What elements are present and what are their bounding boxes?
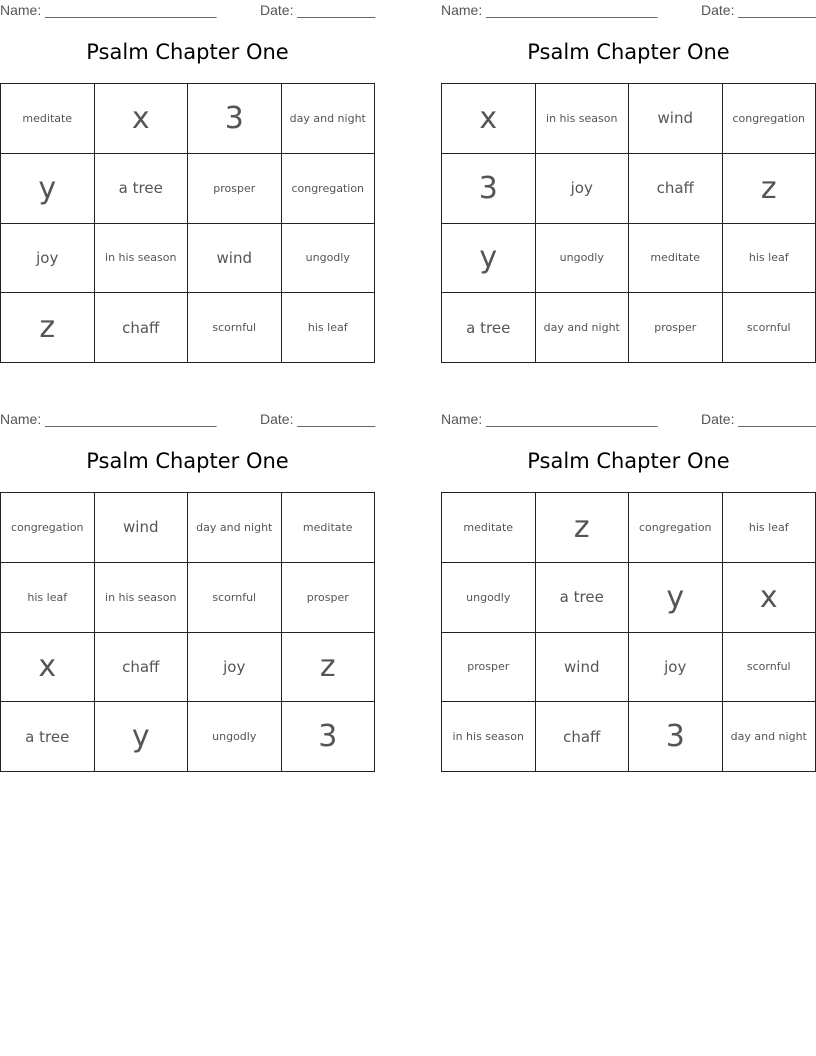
bingo-cell: scornful	[723, 293, 816, 363]
bingo-cell: in his season	[95, 224, 189, 294]
bingo-cell: ungodly	[536, 224, 630, 294]
bingo-card-3	[0, 409, 375, 774]
bingo-cell: prosper	[629, 293, 723, 363]
bingo-cell: ungodly	[442, 563, 536, 633]
bingo-cell: a tree	[442, 293, 536, 363]
bingo-cell: congregation	[629, 493, 723, 563]
date-field: Date: __________	[260, 2, 376, 18]
bingo-grid	[441, 83, 816, 363]
bingo-cell: z	[536, 493, 630, 563]
bingo-cell: prosper	[188, 154, 282, 224]
bingo-cell: scornful	[188, 293, 282, 363]
bingo-cell: y	[442, 224, 536, 294]
bingo-cell: his leaf	[1, 563, 95, 633]
card-header	[0, 411, 375, 429]
bingo-cell: a tree	[536, 563, 630, 633]
bingo-cell: a tree	[1, 702, 95, 772]
bingo-grid	[0, 492, 375, 772]
bingo-cell: meditate	[1, 84, 95, 154]
bingo-cell: ungodly	[282, 224, 376, 294]
bingo-cell: in his season	[536, 84, 630, 154]
bingo-cell: scornful	[188, 563, 282, 633]
bingo-card-1	[0, 0, 375, 365]
name-field: Name: ______________________	[441, 2, 658, 18]
bingo-grid	[441, 492, 816, 772]
bingo-cell: y	[95, 702, 189, 772]
card-title: Psalm Chapter One	[86, 449, 289, 473]
bingo-cell: joy	[1, 224, 95, 294]
bingo-cell: z	[1, 293, 95, 363]
bingo-cell: his leaf	[723, 224, 816, 294]
bingo-cell: congregation	[282, 154, 376, 224]
bingo-cell: 3	[442, 154, 536, 224]
name-field: Name: ______________________	[441, 411, 658, 427]
card-title: Psalm Chapter One	[527, 449, 730, 473]
bingo-cell: wind	[188, 224, 282, 294]
bingo-cell: meditate	[442, 493, 536, 563]
bingo-cell: x	[1, 633, 95, 703]
bingo-cell: chaff	[95, 633, 189, 703]
card-title: Psalm Chapter One	[86, 40, 289, 64]
name-field: Name: ______________________	[0, 2, 217, 18]
bingo-cell: x	[442, 84, 536, 154]
bingo-cell: x	[95, 84, 189, 154]
bingo-cell: prosper	[282, 563, 376, 633]
bingo-cell: chaff	[629, 154, 723, 224]
bingo-cell: congregation	[723, 84, 816, 154]
bingo-cell: wind	[629, 84, 723, 154]
bingo-cell: day and night	[188, 493, 282, 563]
bingo-cell: joy	[536, 154, 630, 224]
bingo-cell: y	[629, 563, 723, 633]
bingo-cell: chaff	[536, 702, 630, 772]
bingo-cell: joy	[188, 633, 282, 703]
bingo-cell: congregation	[1, 493, 95, 563]
bingo-cell: his leaf	[723, 493, 816, 563]
bingo-cell: prosper	[442, 633, 536, 703]
card-header	[441, 411, 816, 429]
bingo-cell: his leaf	[282, 293, 376, 363]
bingo-cell: a tree	[95, 154, 189, 224]
bingo-cell: wind	[95, 493, 189, 563]
bingo-card-2	[441, 0, 816, 365]
date-field: Date: __________	[260, 411, 376, 427]
bingo-cell: ungodly	[188, 702, 282, 772]
bingo-cell: day and night	[536, 293, 630, 363]
card-title: Psalm Chapter One	[527, 40, 730, 64]
date-field: Date: __________	[701, 411, 816, 427]
bingo-cell: meditate	[629, 224, 723, 294]
card-header	[0, 2, 375, 20]
bingo-grid	[0, 83, 375, 363]
bingo-cell: in his season	[442, 702, 536, 772]
card-header	[441, 2, 816, 20]
bingo-cell: 3	[188, 84, 282, 154]
bingo-cell: z	[723, 154, 816, 224]
bingo-cell: chaff	[95, 293, 189, 363]
bingo-cell: meditate	[282, 493, 376, 563]
bingo-card-4	[441, 409, 816, 774]
bingo-cell: z	[282, 633, 376, 703]
bingo-cell: x	[723, 563, 816, 633]
bingo-cell: day and night	[723, 702, 816, 772]
bingo-cell: 3	[282, 702, 376, 772]
bingo-cell: in his season	[95, 563, 189, 633]
bingo-cell: wind	[536, 633, 630, 703]
bingo-cell: 3	[629, 702, 723, 772]
bingo-cell: scornful	[723, 633, 816, 703]
date-field: Date: __________	[701, 2, 816, 18]
bingo-cell: joy	[629, 633, 723, 703]
bingo-cell: y	[1, 154, 95, 224]
name-field: Name: ______________________	[0, 411, 217, 427]
bingo-cell: day and night	[282, 84, 376, 154]
